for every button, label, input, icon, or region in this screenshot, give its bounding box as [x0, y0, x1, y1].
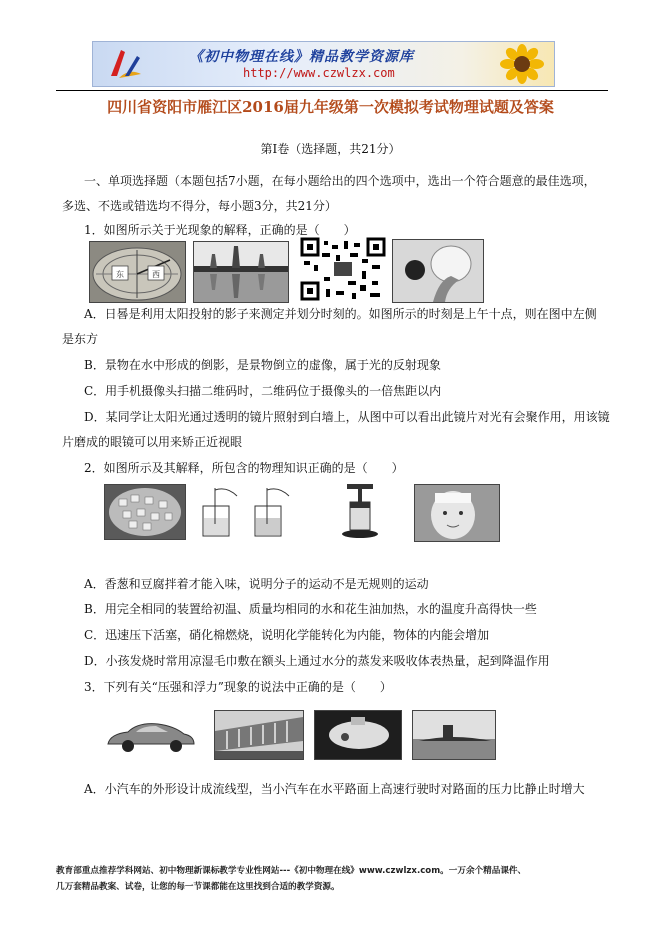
lens-sunlight-image [392, 239, 484, 303]
sundial-image [89, 241, 186, 303]
banner-url: http://www.czwlzx.com [243, 66, 395, 80]
q3-option-a: A．小汽车的外形设计成流线型，当小汽车在水平路面上高速行驶时对路面的压力比静止时增大 [84, 782, 585, 796]
car-image [104, 718, 198, 754]
piston-cylinder-image [339, 482, 381, 540]
banner-title: 《初中物理在线》精品教学资源库 [189, 49, 414, 65]
instructions-line-2: 多选、不选或错选均不得分，每小题3分，共21分） [62, 199, 337, 213]
q2-option-c: C．迅速压下活塞，硝化棉燃烧，说明化学能转化为内能，物体的内能会增加 [84, 628, 490, 642]
q1-option-a-line-1: A．日晷是利用太阳投射的影子来测定并划分时刻的。如图所示的时刻是上午十点，则在图中左侧 [84, 307, 597, 321]
sundial-label-east: 东 [116, 270, 124, 279]
header-rule [56, 90, 608, 91]
q1-option-a-line-2: 是东方 [62, 332, 99, 346]
q1-option-c: C．用手机摄像头扫描二维码时，二维码位于摄像头的一倍焦距以内 [84, 384, 442, 398]
site-logo-icon [107, 46, 145, 82]
q2-option-d: D．小孩发烧时常用凉湿毛巾敷在额头上通过水分的蒸发来吸收体表热量，起到降温作用 [84, 654, 550, 668]
document-title: 四川省资阳市雁江区2016届九年级第一次模拟考试物理试题及答案 [107, 98, 554, 116]
q2-option-b: B．用完全相同的装置给初温、质量均相同的水和花生油加热，水的温度升高得快一些 [84, 602, 537, 616]
q1-option-b: B．景物在水中形成的倒影，是景物倒立的虚像，属于光的反射现象 [84, 358, 441, 372]
sunflower-image [498, 44, 546, 84]
footer-line-1: 教育部重点推荐学科网站、初中物理新课标教学专业性网站---《初中物理在线》www.czwlzx.com。一万余个精品课件、 [56, 866, 527, 876]
child-fever-image [414, 484, 500, 542]
qr-code-image [300, 237, 386, 301]
question-2-stem: 2．如图所示及其解释，所包含的物理知识正确的是（ ） [84, 461, 404, 475]
instructions-line-1: 一、单项选择题（本题包括7小题，在每小题给出的四个选项中，选出一个符合题意的最佳选项， [84, 174, 596, 188]
q2-option-a: A．香葱和豆腐拌着才能入味，说明分子的运动不是无规则的运动 [84, 577, 429, 591]
question-1-stem: 1．如图所示关于光现象的解释，正确的是（ ） [84, 223, 356, 237]
site-banner [92, 41, 555, 87]
q1-option-d-line-1: D．某同学让太阳光通过透明的镜片照射到白墙上，从图中可以看出此镜片对光有会聚作用，用该镜 [84, 410, 610, 424]
section-heading: 第Ⅰ卷（选择题，共21分） [260, 142, 401, 156]
sundial-label-west: 西 [152, 270, 160, 279]
pagoda-reflection-image [193, 241, 289, 303]
question-3-stem: 3．下列有关“压强和浮力”现象的说法中正确的是（ ） [84, 680, 392, 694]
tofu-dish-image [104, 484, 186, 540]
submarine-image [412, 710, 496, 760]
heating-beakers-image [197, 484, 295, 540]
dam-image [214, 710, 304, 760]
submersible-image [314, 710, 402, 760]
footer-line-2: 几万套精品教案、试卷，让您的每一节课都能在这里找到合适的教学资源。 [56, 882, 340, 892]
q1-option-d-line-2: 片磨成的眼镜可以用来矫正近视眼 [62, 435, 243, 449]
